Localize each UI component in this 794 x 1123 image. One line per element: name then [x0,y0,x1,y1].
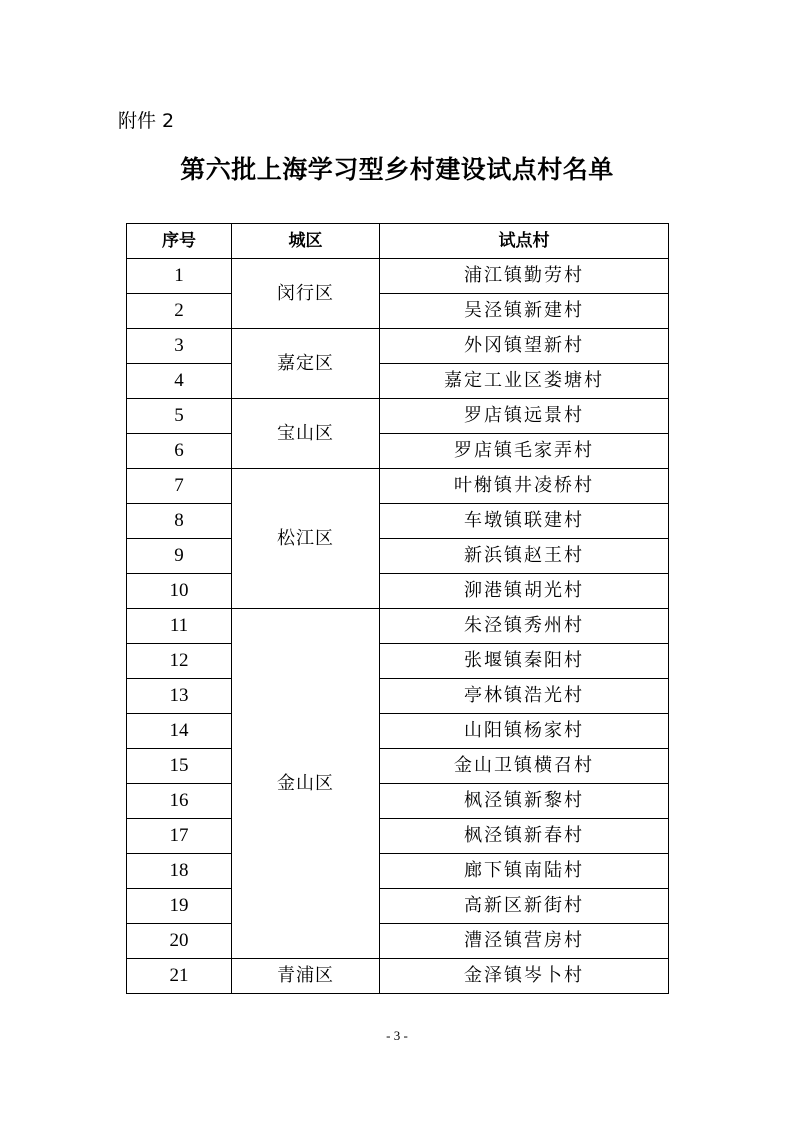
row-village: 廊下镇南陆村 [380,854,669,889]
row-village: 山阳镇杨家村 [380,714,669,749]
row-seq: 5 [127,399,232,434]
header-village: 试点村 [380,224,669,259]
row-seq: 1 [127,259,232,294]
row-village: 金山卫镇横召村 [380,749,669,784]
table-row [127,819,669,854]
table-row [127,679,669,714]
row-village: 罗店镇毛家弄村 [380,434,669,469]
row-village: 高新区新街村 [380,889,669,924]
table-row [127,749,669,784]
row-seq: 19 [127,889,232,924]
row-seq: 14 [127,714,232,749]
row-village: 新浜镇赵王村 [380,539,669,574]
row-village: 叶榭镇井凌桥村 [380,469,669,504]
row-district: 闵行区 [232,259,380,329]
row-village: 朱泾镇秀州村 [380,609,669,644]
table-row [127,259,669,294]
row-seq: 21 [127,959,232,994]
row-seq: 8 [127,504,232,539]
attachment-label: 附件 2 [118,110,175,132]
row-seq: 15 [127,749,232,784]
row-seq: 3 [127,329,232,364]
row-seq: 4 [127,364,232,399]
table-row [127,784,669,819]
row-village: 漕泾镇营房村 [380,924,669,959]
row-seq: 13 [127,679,232,714]
row-village: 车墩镇联建村 [380,504,669,539]
table-row [127,714,669,749]
page-number: - 3 - [386,1028,408,1043]
row-seq: 7 [127,469,232,504]
table-row [127,889,669,924]
row-seq: 17 [127,819,232,854]
table-body [127,259,669,994]
table-row [127,644,669,679]
table-row [127,959,669,994]
table-row [127,329,669,364]
row-village: 嘉定工业区娄塘村 [380,364,669,399]
row-seq: 6 [127,434,232,469]
row-district: 金山区 [232,609,380,959]
table-row [127,504,669,539]
header-district: 城区 [232,224,380,259]
row-seq: 11 [127,609,232,644]
row-seq: 2 [127,294,232,329]
table-row [127,364,669,399]
row-village: 枫泾镇新黎村 [380,784,669,819]
row-village: 吴泾镇新建村 [380,294,669,329]
row-village: 枫泾镇新春村 [380,819,669,854]
row-village: 浦江镇勤劳村 [380,259,669,294]
table-row [127,924,669,959]
row-district: 青浦区 [232,959,380,994]
row-seq: 16 [127,784,232,819]
table-row [127,434,669,469]
table-row [127,854,669,889]
table-row [127,469,669,504]
table-header-row [127,224,669,259]
row-seq: 20 [127,924,232,959]
row-seq: 9 [127,539,232,574]
table-row [127,609,669,644]
pilot-village-table [126,223,669,994]
document-title: 第六批上海学习型乡村建设试点村名单 [180,155,614,184]
row-seq: 10 [127,574,232,609]
header-seq: 序号 [127,224,232,259]
table-row [127,539,669,574]
row-district: 松江区 [232,469,380,609]
row-seq: 12 [127,644,232,679]
row-village: 泖港镇胡光村 [380,574,669,609]
row-village: 张堰镇秦阳村 [380,644,669,679]
row-district: 宝山区 [232,399,380,469]
row-seq: 18 [127,854,232,889]
row-village: 金泽镇岑卜村 [380,959,669,994]
row-village: 罗店镇远景村 [380,399,669,434]
row-district: 嘉定区 [232,329,380,399]
table-row [127,574,669,609]
table-row [127,399,669,434]
table-row [127,294,669,329]
row-village: 外冈镇望新村 [380,329,669,364]
row-village: 亭林镇浩光村 [380,679,669,714]
